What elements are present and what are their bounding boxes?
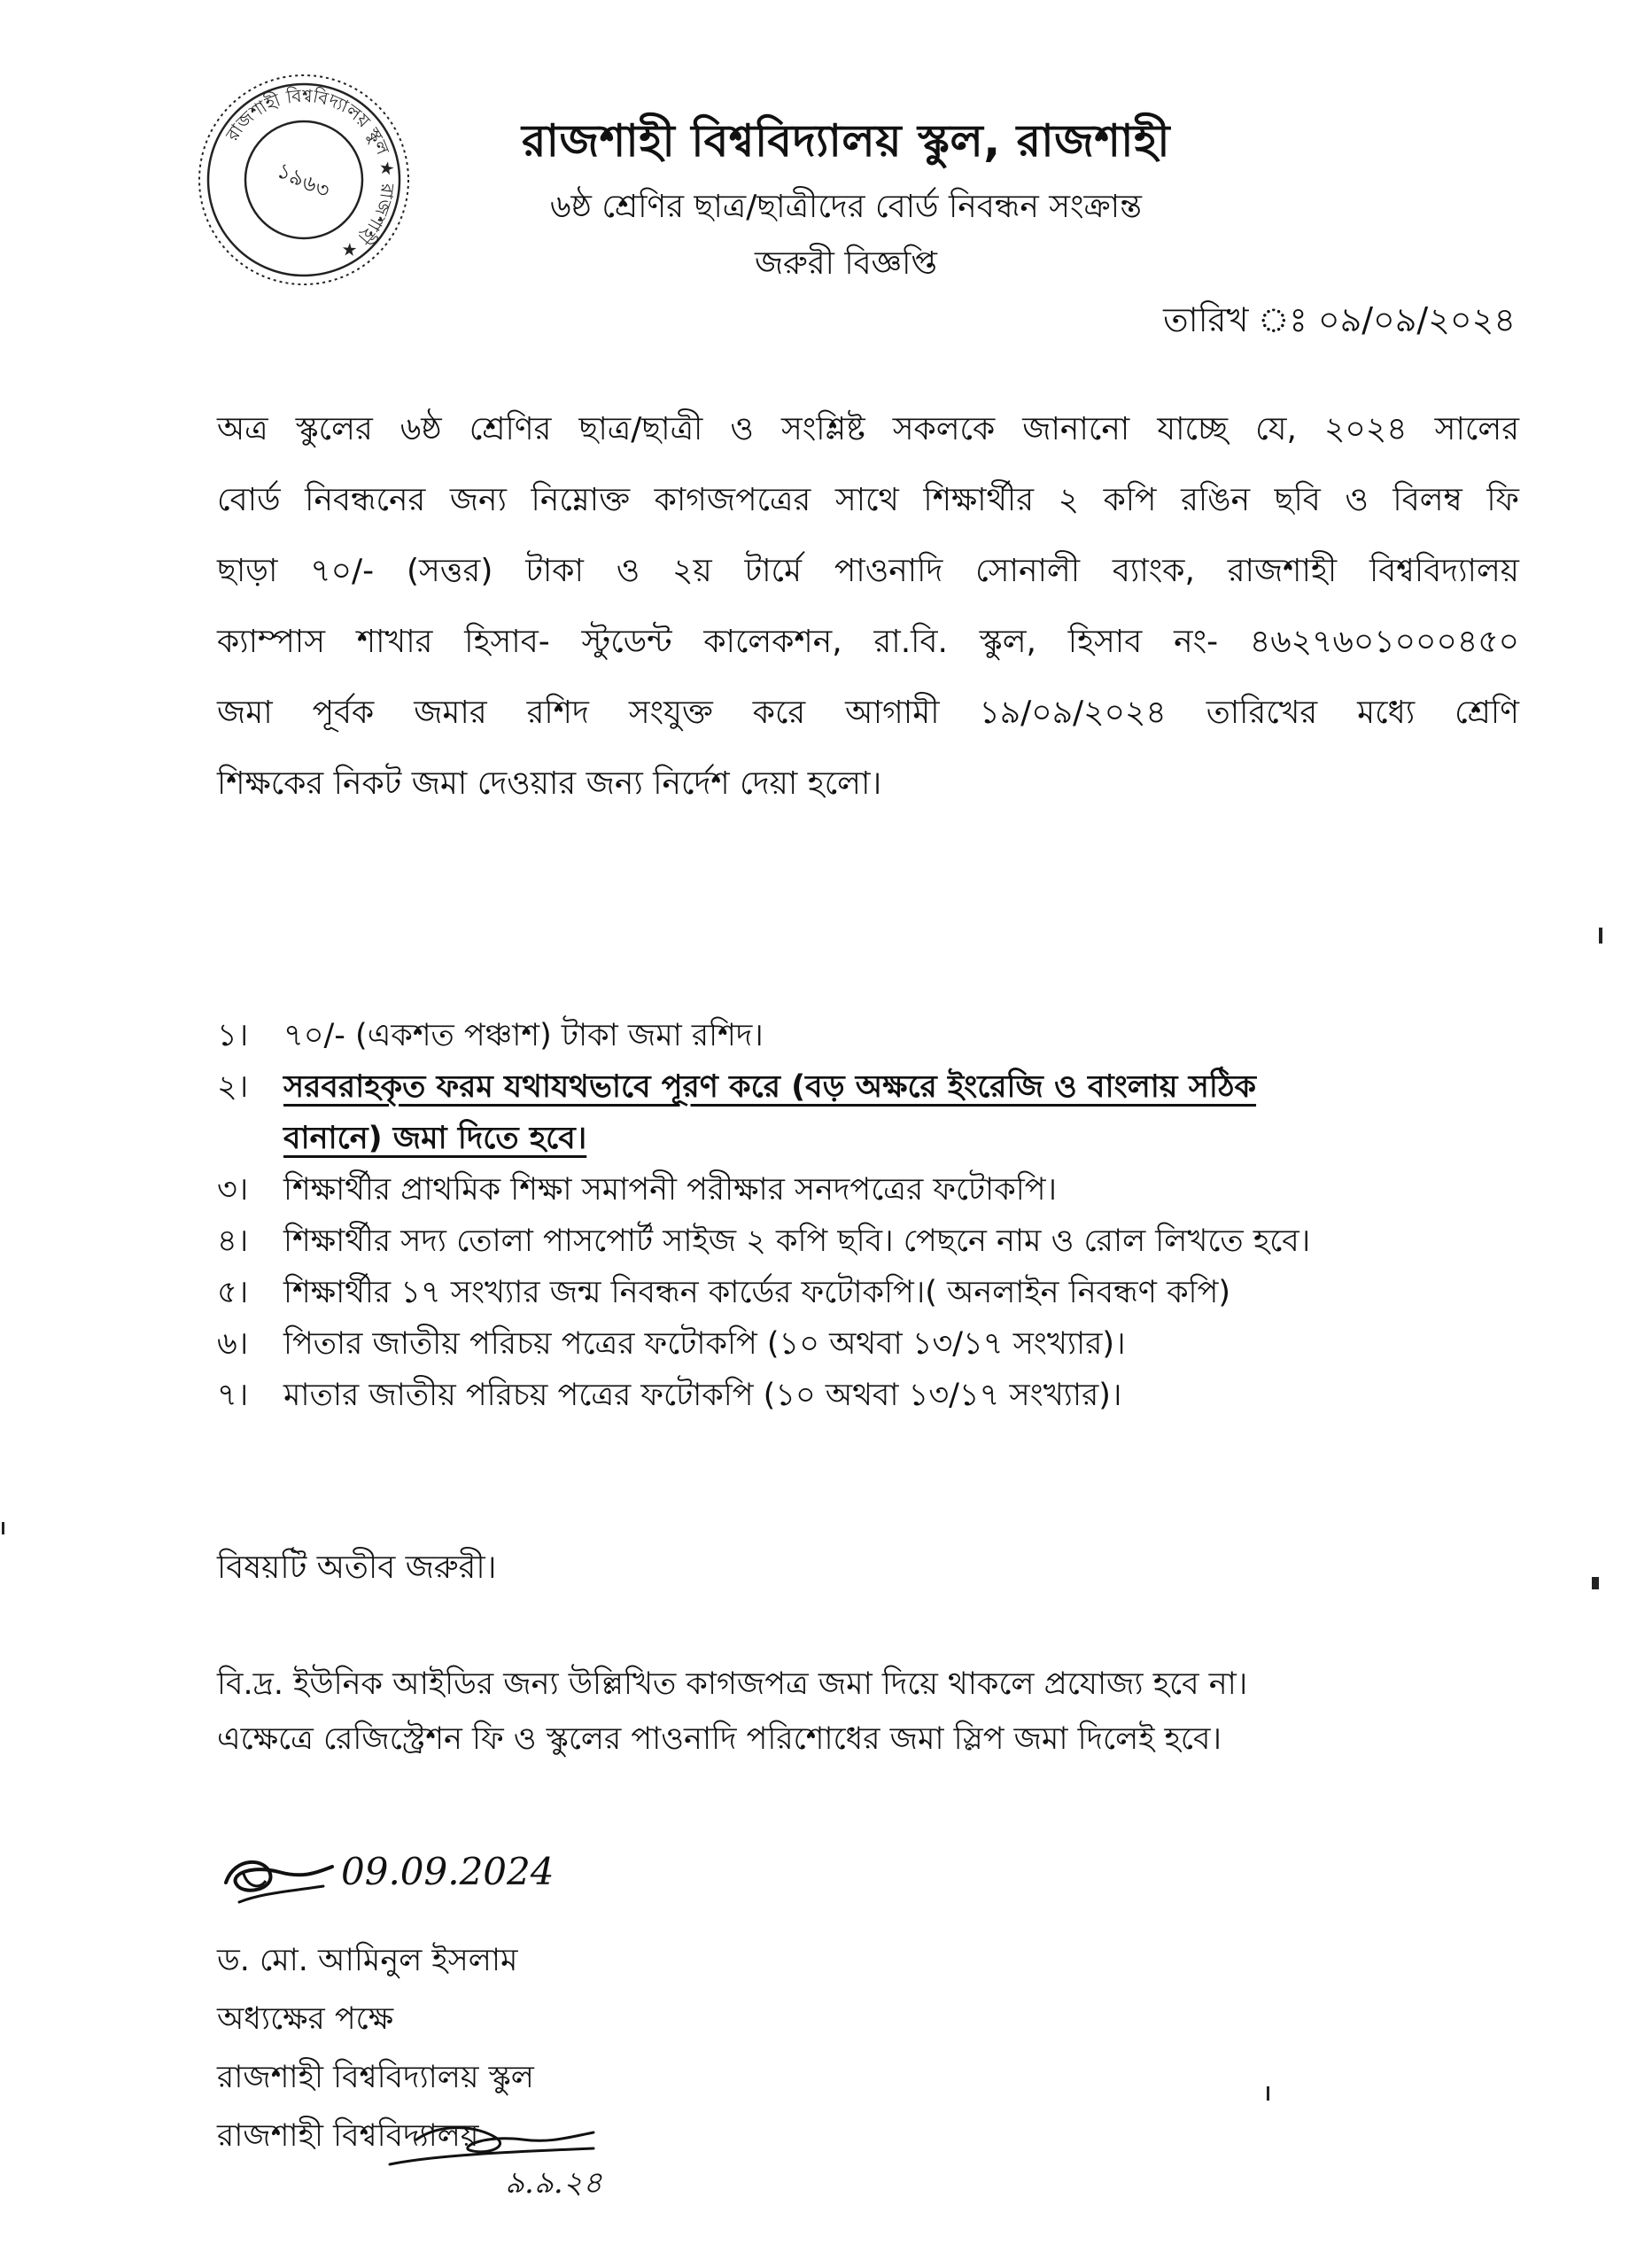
list-item-number: ৩। bbox=[217, 1172, 249, 1208]
scan-mark bbox=[1592, 1577, 1599, 1589]
list-item-number: ৭। bbox=[217, 1378, 249, 1413]
svg-text:১৯৬৩: ১৯৬৩ bbox=[273, 158, 334, 204]
notice-date bbox=[1163, 294, 1516, 351]
signatory-role: অধ্যক্ষের পক্ষে bbox=[217, 2001, 394, 2037]
list-item bbox=[217, 1010, 1537, 1061]
body-line: অত্র স্কুলের ৬ষ্ঠ শ্রেণির ছাত্র/ছাত্রী ও সংশ্লিষ্ট সকলকে জানানো যাচ্ছে যে, ২০২৪ সালের bbox=[217, 411, 1519, 447]
body-line: ছাড়া ৭০/- (সত্তর) টাকা ও ২য় টার্মে পাওনাদি সোনালী ব্যাংক, রাজশাহী বিশ্ববিদ্যালয় bbox=[217, 553, 1519, 589]
list-item-number: ৪। bbox=[217, 1223, 249, 1259]
scan-mark bbox=[2, 1522, 4, 1534]
signature-date: 09.09.2024 bbox=[341, 1850, 555, 1893]
countersignature-date: ৯.৯.২৪ bbox=[505, 2165, 602, 2201]
list-item bbox=[217, 1061, 1537, 1164]
school-seal-icon bbox=[193, 69, 415, 291]
urgent-note: বিষয়টি অতীব জরুরী। bbox=[217, 1550, 497, 1586]
list-item-text: মাতার জাতীয় পরিচয় পত্রের ফটোকপি (১০ অথবা ১৩/১৭ সংখ্যার)। bbox=[283, 1378, 1122, 1413]
list-item-text: শিক্ষার্থীর সদ্য তোলা পাসপোর্ট সাইজ ২ কপি ছবি। পেছনে নাম ও রোল লিখতে হবে। bbox=[283, 1223, 1311, 1259]
list-item bbox=[217, 1370, 1537, 1421]
signatory-location: রাজশাহী বিশ্ববিদ্যালয় bbox=[217, 2118, 479, 2154]
date-value: ০৯/০৯/২০২৪ bbox=[1317, 300, 1516, 339]
list-item bbox=[217, 1267, 1537, 1318]
body-line: জমা পূর্বক জমার রশিদ সংযুক্ত করে আগামী ১৯/০৯/২০২৪ তারিখের মধ্যে শ্রেণি bbox=[217, 695, 1519, 731]
scan-mark bbox=[1267, 2086, 1269, 2101]
body-line: শিক্ষকের নিকট জমা দেওয়ার জন্য নির্দেশ দেয়া হলো। bbox=[217, 765, 882, 802]
list-item-number: ৬। bbox=[217, 1326, 249, 1362]
list-item-text-line: বানানে) জমা দিতে হবে। bbox=[283, 1121, 587, 1156]
body-paragraph bbox=[217, 394, 1519, 819]
list-item bbox=[217, 1164, 1537, 1216]
list-item bbox=[217, 1216, 1537, 1267]
school-name-heading: রাজশাহী বিশ্ববিদ্যালয় স্কুল, রাজশাহী bbox=[521, 115, 1171, 167]
list-item-number: ১। bbox=[217, 1018, 249, 1053]
list-item-number: ৫। bbox=[217, 1275, 249, 1310]
list-item-text: ৭০/- (একশত পঞ্চাশ) টাকা জমা রশিদ। bbox=[283, 1018, 764, 1053]
body-line: বোর্ড নিবন্ধনের জন্য নিম্নোক্ত কাগজপত্রের সাথে শিক্ষার্থীর ২ কপি রঙিন ছবি ও বিলম্ব ফি bbox=[217, 482, 1519, 518]
list-item-text: শিক্ষার্থীর প্রাথমিক শিক্ষা সমাপনী পরীক্ষার সনদপত্রের ফটোকপি। bbox=[283, 1172, 1057, 1208]
signatory-name: ড. মো. আমিনুল ইসলাম bbox=[217, 1943, 518, 1978]
list-item-text bbox=[283, 1061, 1537, 1164]
nota-bene-line: বি.দ্র. ইউনিক আইডির জন্য উল্লিখিত কাগজপত্র জমা দিয়ে থাকলে প্রযোজ্য হবে না। bbox=[217, 1666, 1248, 1702]
body-line: ক্যাম্পাস শাখার হিসাব- স্টুডেন্ট কালেকশন, রা.বি. স্কুল, হিসাব নং- ৪৬২৭৬০১০০০৪৫০ bbox=[217, 624, 1519, 660]
list-item-text: শিক্ষার্থীর ১৭ সংখ্যার জন্ম নিবন্ধন কার্ডের ফটোকপি।( অনলাইন নিবন্ধণ কপি) bbox=[283, 1275, 1230, 1310]
list-item-text-line: সরবরাহকৃত ফরম যথাযথভাবে পূরণ করে (বড় অক্ষরে ইংরেজি ও বাংলায় সঠিক bbox=[283, 1069, 1257, 1105]
list-item-text: পিতার জাতীয় পরিচয় পত্রের ফটোকপি (১০ অথবা ১৩/১৭ সংখ্যার)। bbox=[283, 1326, 1126, 1362]
svg-text:রাজশাহী বিশ্ববিদ্যালয় স্কুল ★: রাজশাহী বিশ্ববিদ্যালয় স্কুল ★ রাজশাহী ★ bbox=[221, 84, 399, 264]
list-item-number: ২। bbox=[217, 1069, 249, 1105]
list-item bbox=[217, 1318, 1537, 1370]
date-label: তারিখ ঃ bbox=[1163, 300, 1307, 339]
notice-subject: ৬ষ্ঠ শ্রেণির ছাত্র/ছাত্রীদের বোর্ড নিবন্ধন সংক্রান্ত bbox=[550, 189, 1142, 225]
scan-mark bbox=[1599, 928, 1602, 944]
requirements-list bbox=[217, 1010, 1537, 1421]
nota-bene bbox=[217, 1657, 1528, 1767]
nota-bene-line: এক্ষেত্রে রেজিস্ট্রেশন ফি ও স্কুলের পাওনাদি পরিশোধের জমা স্লিপ জমা দিলেই হবে। bbox=[217, 1721, 1222, 1757]
signatory-institution: রাজশাহী বিশ্ববিদ্যালয় স্কুল bbox=[217, 2060, 534, 2095]
notice-type: জরুরী বিজ্ঞপ্তি bbox=[754, 245, 938, 282]
